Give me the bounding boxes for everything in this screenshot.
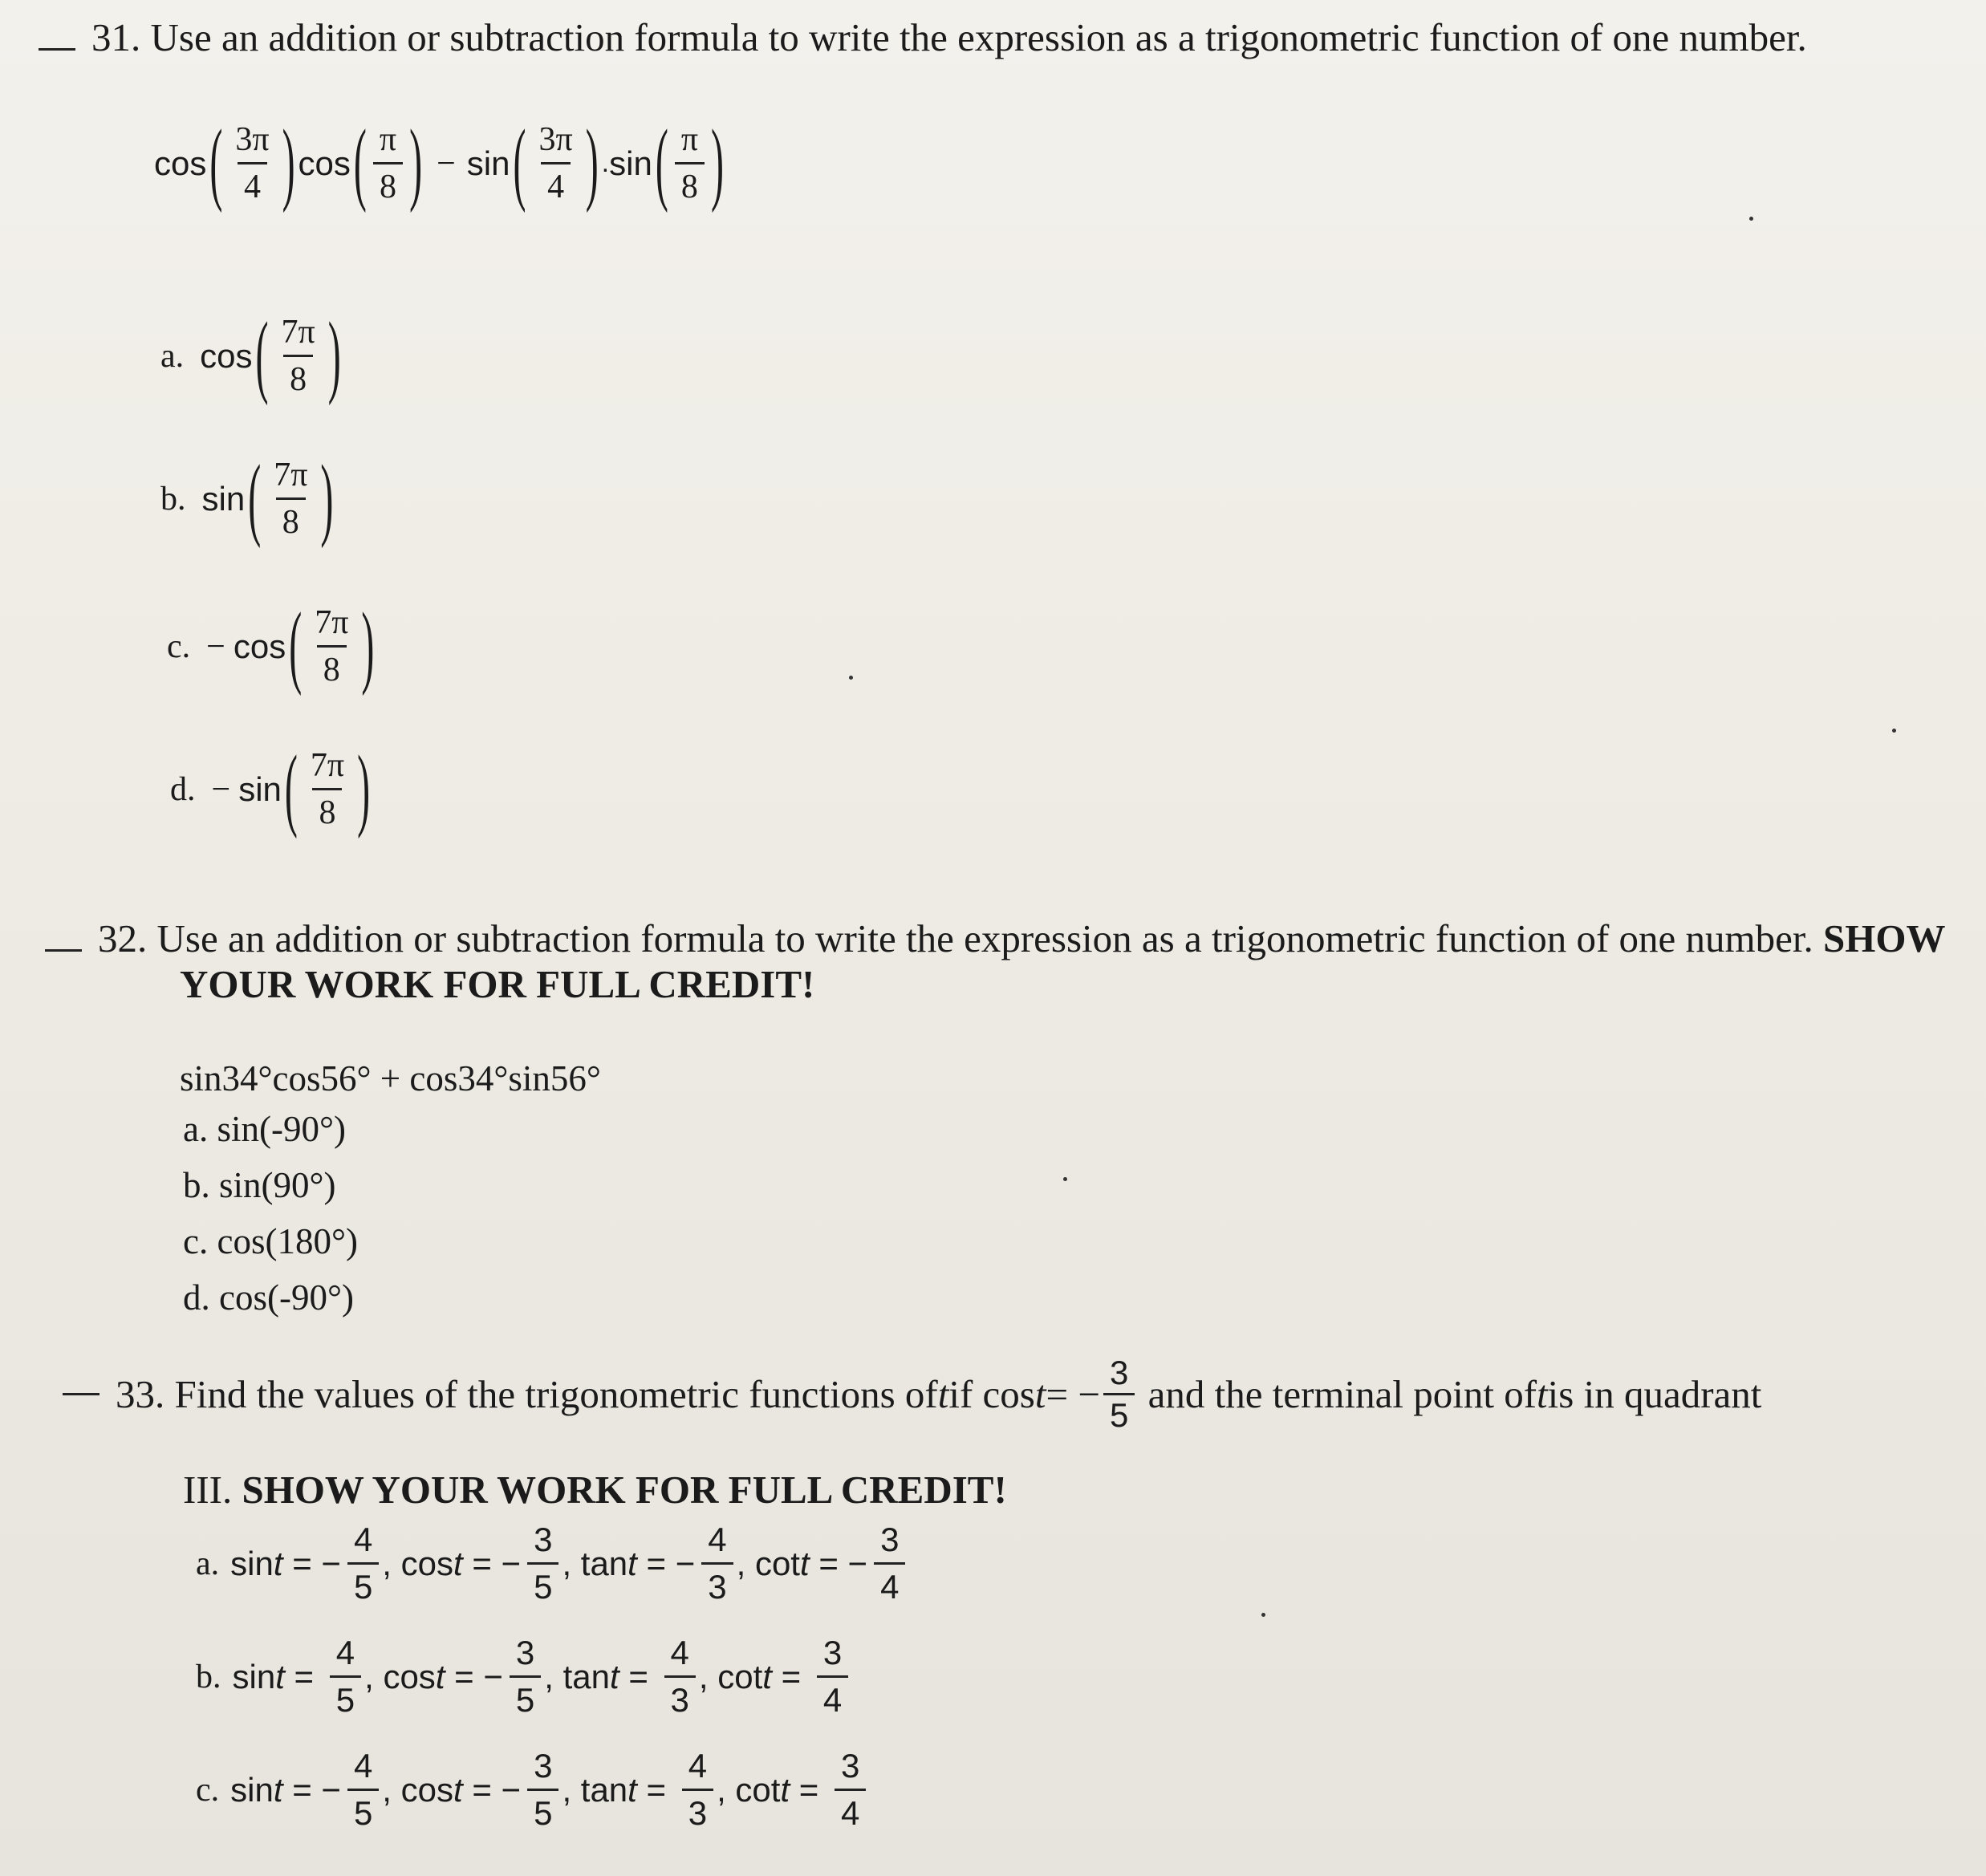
numerator: 3 — [534, 1747, 553, 1785]
comma: , — [382, 1544, 401, 1582]
denominator: 4 — [817, 1675, 848, 1720]
q32-option-d[interactable]: d. cos(-90°) — [183, 1277, 354, 1318]
variable: t — [453, 1770, 463, 1809]
equals-sign: = — [636, 1770, 676, 1809]
fraction — [701, 1521, 733, 1606]
denominator: 5 — [347, 1789, 379, 1833]
denominator: 5 — [330, 1675, 361, 1720]
question-31-expression: cos ( $\frac{3\pi}{4}$ ) cos ( $\frac{\pi}{8}$ ) − sin ( $\frac{3\pi}{4}$ ) . sin ( $\frac{\pi}{8}$ ) — [154, 112, 725, 215]
question-32-emphasis: YOUR WORK FOR FULL CREDIT! — [180, 962, 815, 1006]
variable: t — [799, 1544, 810, 1582]
denominator: 5 — [527, 1562, 558, 1606]
comma: , — [544, 1657, 563, 1695]
answer-blank-31[interactable] — [39, 48, 75, 51]
trig-fn-name: cos — [400, 1544, 453, 1582]
trig-fn-name: tan — [580, 1770, 628, 1809]
answer-blank-32[interactable] — [45, 949, 82, 952]
fn-name: sin — [609, 144, 652, 182]
option-label: b. — [196, 1658, 221, 1695]
fraction — [835, 1747, 866, 1833]
equals-sign: = — [462, 1544, 502, 1582]
scan-speck — [1892, 729, 1896, 733]
comma: , — [562, 1544, 581, 1582]
option-label: a. — [196, 1545, 220, 1582]
denominator: 5 — [510, 1675, 541, 1720]
fraction: $\frac{\pi}{8}$ — [373, 120, 403, 206]
trig-fn-name: cot — [735, 1770, 781, 1809]
dot: . — [601, 148, 610, 178]
variable: t — [273, 1544, 283, 1582]
fraction: $\frac{3\pi}{4}$ — [538, 121, 573, 205]
variable: t — [627, 1544, 637, 1582]
comma: , — [736, 1544, 755, 1582]
fn-name: cos — [154, 144, 207, 182]
fraction — [817, 1634, 848, 1720]
sign: − — [675, 1544, 696, 1582]
numerator: 4 — [353, 1747, 373, 1785]
equals-sign: = — [284, 1657, 323, 1695]
emphasis-text: SHOW — [1823, 916, 1946, 960]
numerator: 4 — [670, 1634, 689, 1671]
variable: t — [609, 1657, 619, 1695]
equals-sign: = — [636, 1544, 676, 1582]
question-31-stem — [39, 15, 1807, 59]
denominator: 5 — [347, 1562, 379, 1606]
sign: − — [321, 1544, 341, 1582]
numerator: 3 — [534, 1521, 553, 1558]
numerator: 3 — [841, 1747, 860, 1785]
trig-fn-name: tan — [580, 1544, 628, 1582]
equals-sign: = — [282, 1544, 322, 1582]
trig-fn-name: cot — [717, 1657, 763, 1695]
variable: t — [627, 1770, 637, 1809]
fraction: $\frac{3\pi}{4}$ — [235, 121, 270, 205]
trig-fn-name: sin — [230, 1544, 274, 1582]
q33-option-b[interactable] — [196, 1634, 851, 1720]
comma: , — [698, 1657, 718, 1695]
fraction — [347, 1521, 379, 1606]
equals-sign: = — [282, 1770, 322, 1809]
denominator: 3 — [701, 1562, 733, 1606]
fraction — [527, 1521, 558, 1606]
sign: − — [321, 1770, 341, 1809]
equals-sign: = — [619, 1657, 658, 1695]
variable: t — [762, 1657, 772, 1695]
variable: t — [453, 1544, 463, 1582]
question-33-stem: 33. Find the values of the trigonometric functions of t if cos t = − $\frac{3}{5}$ and the terminal point of t is in quadrant — [63, 1356, 1761, 1432]
trig-fn-name: sin — [232, 1657, 276, 1695]
trig-fn-name: cos — [383, 1657, 436, 1695]
denominator: 5 — [527, 1789, 558, 1833]
minus-sign: − — [437, 144, 456, 182]
scan-speck — [1261, 1613, 1265, 1617]
fraction: $\frac{3}{5}$ — [1103, 1356, 1135, 1432]
equals-sign: = — [445, 1657, 484, 1695]
trig-fn-name: tan — [562, 1657, 610, 1695]
trig-fn-name: cos — [400, 1770, 453, 1809]
comma: , — [382, 1770, 401, 1809]
denominator: 4 — [874, 1562, 905, 1606]
answer-blank-33[interactable] — [63, 1393, 100, 1395]
variable: t — [275, 1657, 285, 1695]
scan-speck — [1749, 217, 1753, 221]
numerator: 3 — [822, 1634, 843, 1671]
fraction — [347, 1747, 379, 1833]
trig-fn-name: cot — [754, 1544, 800, 1582]
question-text: Use an addition or subtraction formula to write the expression as a trigonometric function of one number. — [150, 15, 1807, 59]
q31-option-d[interactable]: d. − sin ( $\frac{7\pi}{8}$ ) — [170, 737, 371, 841]
fraction: $\frac{\pi}{8}$ — [675, 120, 705, 206]
question-33-line2: III. SHOW YOUR WORK FOR FULL CREDIT! — [183, 1468, 1007, 1512]
denominator: 3 — [664, 1675, 696, 1720]
equals-sign: = — [771, 1657, 810, 1695]
q33-option-a[interactable] — [196, 1521, 908, 1606]
fn-name: sin — [466, 144, 510, 182]
scan-speck — [849, 676, 853, 680]
question-33-options — [196, 1521, 908, 1833]
q31-option-a[interactable]: a. cos ( $\frac{7\pi}{8}$ ) — [160, 304, 341, 408]
scan-speck — [1063, 1177, 1067, 1181]
fraction — [510, 1634, 541, 1720]
variable: t — [273, 1770, 283, 1809]
variable: t — [435, 1657, 445, 1695]
sign: − — [501, 1544, 522, 1582]
numerator: 3 — [880, 1521, 900, 1558]
fraction — [330, 1634, 361, 1720]
question-number: 32. — [98, 916, 148, 960]
fraction — [527, 1747, 558, 1833]
equals-sign: = — [790, 1770, 828, 1809]
sign: − — [847, 1544, 868, 1582]
sign: − — [483, 1657, 503, 1695]
option-label: c. — [196, 1771, 220, 1809]
q31-option-c[interactable]: c. − cos ( $\frac{7\pi}{8}$ ) — [167, 595, 375, 698]
fraction — [682, 1747, 713, 1833]
variable: t — [780, 1770, 790, 1809]
trig-fn-name: sin — [230, 1770, 274, 1809]
fraction — [664, 1634, 696, 1720]
comma: , — [562, 1770, 581, 1809]
q31-option-b[interactable]: b. sin ( $\frac{7\pi}{8}$ ) — [160, 447, 334, 550]
question-32-stem — [45, 916, 1946, 960]
comma: , — [717, 1770, 736, 1809]
sign: − — [501, 1770, 522, 1809]
question-text: Use an addition or subtraction formula to write the expression as a trigonometric function of one number. — [156, 916, 1813, 960]
equals-sign: = — [462, 1770, 502, 1809]
numerator: 4 — [688, 1747, 708, 1785]
question-number: 33. — [116, 1372, 165, 1416]
question-32-expression: sin34°cos56° + cos34°sin56° — [180, 1058, 601, 1098]
numerator: 4 — [353, 1521, 373, 1558]
numerator: 4 — [335, 1634, 355, 1671]
equals-sign: = — [809, 1544, 848, 1582]
question-number: 31. — [91, 15, 141, 59]
fraction — [874, 1521, 905, 1606]
q32-option-b[interactable]: b. sin(90°) — [183, 1165, 336, 1205]
fn-name: cos — [298, 144, 351, 182]
q33-option-c[interactable] — [196, 1747, 869, 1833]
numerator: 4 — [708, 1521, 727, 1558]
comma: , — [364, 1657, 384, 1695]
q32-option-c[interactable]: c. cos(180°) — [183, 1221, 358, 1261]
numerator: 3 — [515, 1634, 535, 1671]
denominator: 3 — [682, 1789, 713, 1833]
denominator: 4 — [835, 1789, 866, 1833]
q32-option-a[interactable]: a. sin(-90°) — [183, 1109, 346, 1149]
